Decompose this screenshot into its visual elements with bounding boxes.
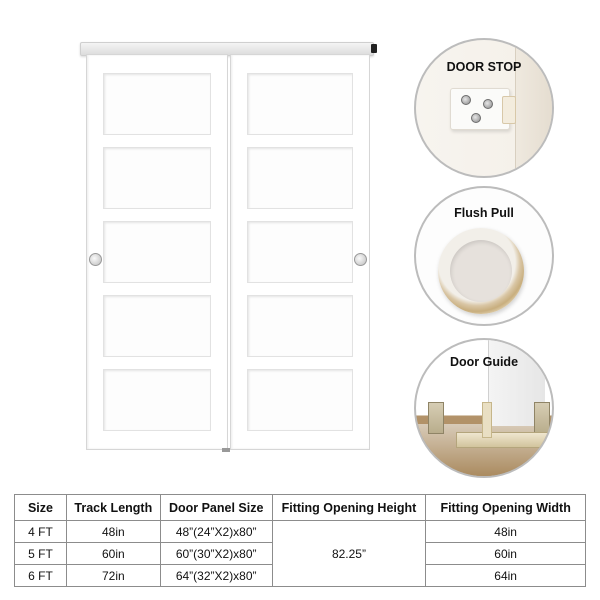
guide-base	[456, 432, 554, 448]
cell-track-length: 60in	[66, 543, 160, 565]
recessed-panel	[103, 221, 211, 283]
recessed-panel	[247, 221, 353, 283]
table-header-row	[15, 495, 586, 521]
cell-fitting-width: 48in	[426, 521, 586, 543]
size-spec-table	[14, 494, 586, 587]
cell-track-length: 72in	[66, 565, 160, 587]
col-header-track-length: Track Length	[66, 495, 160, 521]
cell-door-panel-size: 60”(30”X2)x80”	[160, 543, 272, 565]
door-stop-plate	[450, 88, 510, 130]
guide-fin	[482, 402, 492, 438]
screw-icon	[471, 113, 481, 123]
col-header-size: Size	[15, 495, 67, 521]
cell-door-panel-size: 64”(32”X2)x80”	[160, 565, 272, 587]
recessed-panel	[103, 147, 211, 209]
cell-size: 5 FT	[15, 543, 67, 565]
cell-size: 6 FT	[15, 565, 67, 587]
cell-track-length: 48in	[66, 521, 160, 543]
recessed-panel	[103, 73, 211, 135]
door-stop-bumper	[502, 96, 516, 124]
cell-fitting-width: 60in	[426, 543, 586, 565]
recessed-panel	[247, 147, 353, 209]
door-guide-detail	[414, 338, 554, 478]
flush-pull-ring	[438, 228, 524, 314]
door-stop-label: DOOR STOP	[446, 60, 522, 74]
door-guide-label: Door Guide	[449, 355, 519, 369]
recessed-panel	[247, 73, 353, 135]
col-header-fitting-width: Fitting Opening Width	[426, 495, 586, 521]
guide-bracket	[534, 402, 550, 434]
cell-fitting-height: 82.25”	[272, 521, 426, 587]
col-header-door-panel-size: Door Panel Size	[160, 495, 272, 521]
cell-door-panel-size: 48”(24”X2)x80”	[160, 521, 272, 543]
right-door-panel	[230, 54, 370, 450]
cell-size: 4 FT	[15, 521, 67, 543]
recessed-panel	[247, 295, 353, 357]
guide-bracket	[428, 402, 444, 434]
table-row	[15, 521, 586, 543]
flush-pull-recess	[450, 240, 512, 302]
flush-pull-icon	[89, 253, 102, 266]
screw-icon	[461, 95, 471, 105]
flush-pull-detail	[414, 186, 554, 326]
track-end-cap	[371, 44, 377, 53]
left-door-panel	[86, 54, 228, 450]
flush-pull-label: Flush Pull	[454, 206, 514, 220]
door-stop-detail	[414, 38, 554, 178]
floor-guide-icon	[222, 448, 230, 452]
recessed-panel	[103, 295, 211, 357]
cell-fitting-width: 64in	[426, 565, 586, 587]
recessed-panel	[247, 369, 353, 431]
flush-pull-icon	[354, 253, 367, 266]
screw-icon	[483, 99, 493, 109]
recessed-panel	[103, 369, 211, 431]
col-header-fitting-height: Fitting Opening Height	[272, 495, 426, 521]
